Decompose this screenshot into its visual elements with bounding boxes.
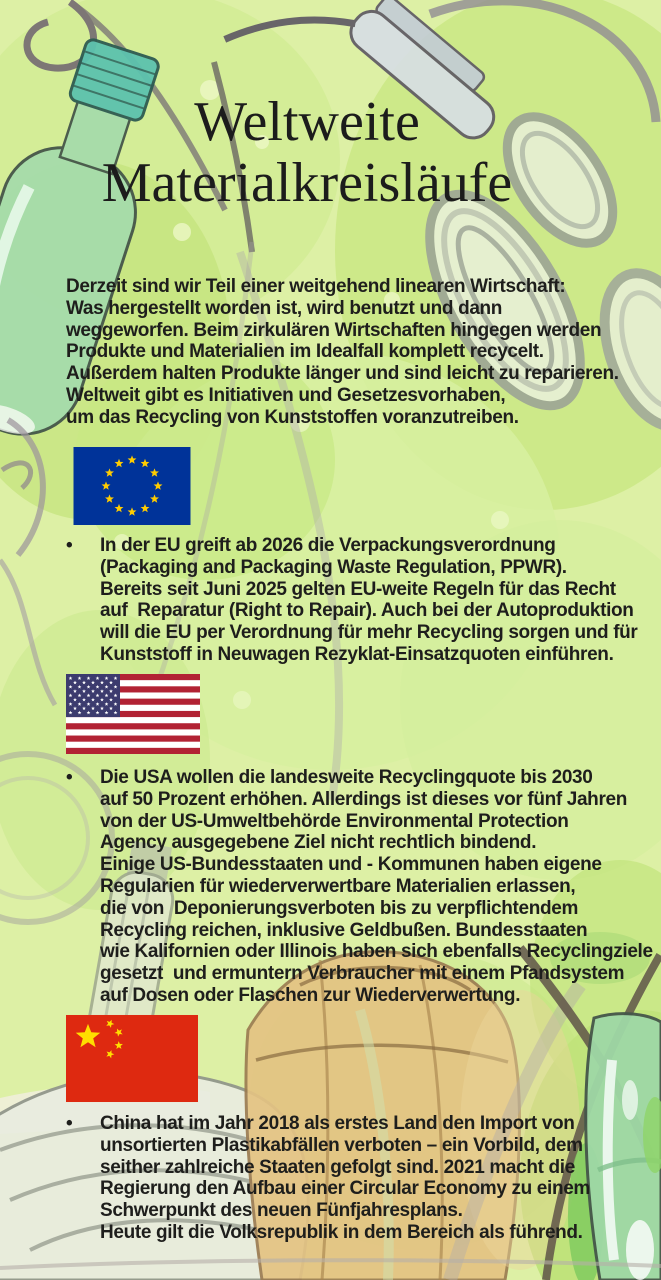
section-china-text <box>100 1113 590 1244</box>
text-line: seither zahlreiche Staaten gefolgt sind. 2021 macht die <box>100 1156 575 1178</box>
text-line: Bereits seit Juni 2025 gelten EU-weite Regeln für das Recht <box>100 578 616 600</box>
section-usa <box>66 767 653 1007</box>
text-line: gesetzt und ermuntern Verbraucher mit einem Pfandsystem <box>100 963 625 985</box>
text-line: auf 50 Prozent erhöhen. Allerdings ist dieses vor fünf Jahren <box>100 788 627 810</box>
text-line: will die EU per Verordnung für mehr Recycling sorgen und für <box>100 622 638 644</box>
section-china <box>66 1113 590 1244</box>
text-line: auf Reparatur (Right to Repair). Auch bei der Autoproduktion <box>100 600 634 622</box>
text-line: Recycling reichen, inklusive Geldbußen. Bundesstaaten <box>100 919 588 941</box>
page-title <box>0 92 614 214</box>
text-line: Kunststoff in Neuwagen Rezyklat-Einsatzquoten einführen. <box>100 643 614 665</box>
text-line: Produkte und Materialien im Idealfall komplett recycelt. <box>66 341 544 363</box>
text-line: Materialkreisläufe <box>101 152 513 214</box>
text-line: von der US-Umweltbehörde Environmental Protection <box>100 810 569 832</box>
section-eu-text <box>100 535 637 666</box>
text-line: unsortierten Plastikabfällen verboten – ein Vorbild, dem <box>100 1134 583 1156</box>
text-line: Weltweit gibt es Initiativen und Gesetzesvorhaben, <box>66 384 506 406</box>
china-flag <box>66 1014 198 1103</box>
text-line: Agency ausgegebene Ziel nicht rechtlich bindend. <box>100 832 537 854</box>
text-line: Regierung den Aufbau einer Circular Economy zu einem <box>100 1178 590 1200</box>
text-line: (Packaging and Packaging Waste Regulation, PPWR). <box>100 556 567 578</box>
text-line: die von Deponierungsverboten bis zu verpflichtendem <box>100 897 578 919</box>
text-line: Was hergestellt worden ist, wird benutzt und dann <box>66 297 503 319</box>
text-line: Die USA wollen die landesweite Recyclingquote bis 2030 <box>100 767 593 788</box>
text-line: Einige US-Bundesstaaten und - Kommunen haben eigene <box>100 854 602 876</box>
text-line: auf Dosen oder Flaschen zur Wiederverwertung. <box>100 984 521 1006</box>
bullet-marker: • <box>66 535 73 556</box>
text-line: weggeworfen. Beim zirkulären Wirtschaften hingegen werden <box>66 319 602 341</box>
text-line: wie Kalifornien oder Illinois haben sich ebenfalls Recyclingziele <box>100 941 653 963</box>
section-eu <box>66 535 637 666</box>
text-line: Derzeit sind wir Teil einer weitgehend linearen Wirtschaft: <box>66 276 566 297</box>
eu-flag <box>66 447 198 525</box>
intro-paragraph <box>66 276 619 429</box>
text-line: China hat im Jahr 2018 als erstes Land den Import von <box>100 1113 575 1134</box>
text-line: Heute gilt die Volksrepublik in dem Bereich als führend. <box>100 1221 583 1243</box>
bullet-marker: • <box>66 767 73 788</box>
text-line: Weltweite <box>194 91 420 153</box>
text-line: Schwerpunkt des neuen Fünfjahresplans. <box>100 1200 463 1222</box>
text-line: Regularien für wiederverwertbare Materialien erlassen, <box>100 875 576 897</box>
text-line: um das Recycling von Kunststoffen voranzutreiben. <box>66 406 519 428</box>
bullet-marker: • <box>66 1113 73 1134</box>
usa-flag <box>66 674 200 754</box>
section-usa-text <box>100 767 653 1007</box>
text-line: Außerdem halten Produkte länger und sind leicht zu reparieren. <box>66 363 619 385</box>
text-line: In der EU greift ab 2026 die Verpackungsverordnung <box>100 535 556 556</box>
